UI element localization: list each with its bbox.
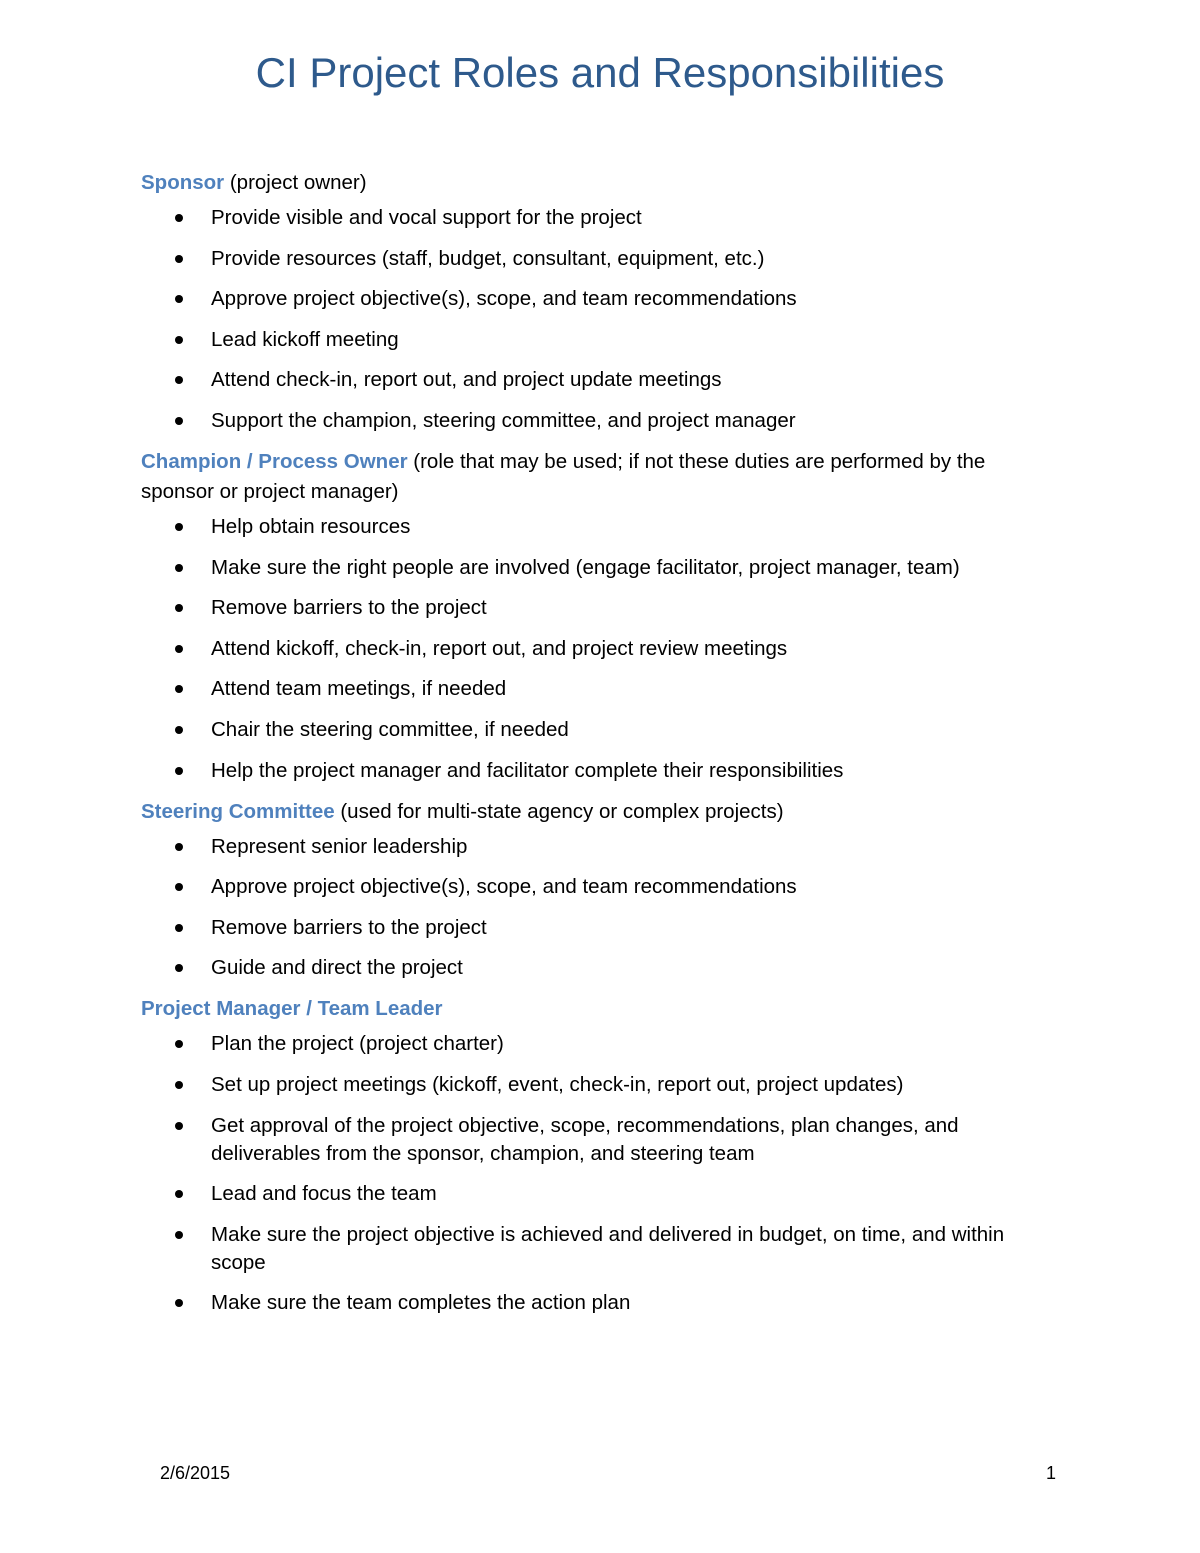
- list-item-text: Make sure the right people are involved (engage facilitator, project manager, team): [211, 555, 960, 579]
- list-item: [141, 1289, 1061, 1317]
- list-item: [141, 513, 1061, 541]
- list-item-text: Lead kickoff meeting: [211, 327, 399, 351]
- list-item: [141, 757, 1061, 785]
- list-item: [141, 675, 1061, 703]
- section-heading: [141, 168, 1061, 198]
- section-sponsor: [141, 168, 1061, 435]
- list-item: [141, 833, 1061, 861]
- list-item: [141, 245, 1061, 273]
- list-item-text: Remove barriers to the project: [211, 915, 487, 939]
- responsibility-list: [141, 1030, 1061, 1317]
- list-item: [141, 1030, 1061, 1058]
- list-item: [141, 204, 1061, 232]
- section-heading: [141, 994, 1061, 1024]
- document-body: [141, 168, 1061, 1317]
- list-item-text: Support the champion, steering committee, and project manager: [211, 408, 796, 432]
- list-item: [141, 1112, 1061, 1168]
- list-item-text: Attend check-in, report out, and project update meetings: [211, 368, 722, 392]
- list-item-text: Provide visible and vocal support for the project: [211, 206, 642, 229]
- list-item-text: Get approval of the project objective, scope, recommendations, plan changes, and deliverables from the sponsor, champion, and steering team: [211, 1113, 959, 1165]
- role-name: Champion / Process Owner: [141, 449, 408, 473]
- list-item: [141, 1221, 1061, 1277]
- section-steering-committee: [141, 797, 1061, 983]
- list-item-text: Make sure the team completes the action plan: [211, 1291, 631, 1315]
- list-item: [141, 366, 1061, 394]
- list-item-text: Set up project meetings (kickoff, event, check-in, report out, project updates): [211, 1072, 904, 1096]
- list-item-text: Guide and direct the project: [211, 956, 463, 980]
- list-item: [141, 1071, 1061, 1099]
- list-item: [141, 635, 1061, 663]
- page-title: CI Project Roles and Responsibilities: [255, 49, 945, 96]
- list-item: [141, 1180, 1061, 1208]
- list-item-text: Represent senior leadership: [211, 834, 468, 858]
- list-item-text: Help the project manager and facilitator complete their responsibilities: [211, 758, 844, 782]
- role-description: (role that may be used; if not these duties are performed by the sponsor or project manager): [141, 449, 986, 503]
- section-project-manager: [141, 994, 1061, 1317]
- section-heading: [141, 447, 1061, 507]
- role-description: (project owner): [224, 171, 367, 194]
- list-item: [141, 716, 1061, 744]
- list-item: [141, 914, 1061, 942]
- list-item-text: Approve project objective(s), scope, and team recommendations: [211, 875, 797, 899]
- footer-date: 2/6/2015: [160, 1463, 231, 1483]
- list-item: [141, 594, 1061, 622]
- section-champion: [141, 447, 1061, 785]
- list-item: [141, 954, 1061, 982]
- list-item-text: Attend team meetings, if needed: [211, 677, 507, 701]
- role-name: Steering Committee: [141, 799, 335, 823]
- footer-page-number: 1: [1046, 1463, 1057, 1483]
- list-item-text: Provide resources (staff, budget, consultant, equipment, etc.): [211, 246, 765, 270]
- list-item: [141, 554, 1061, 582]
- list-item-text: Approve project objective(s), scope, and team recommendations: [211, 287, 797, 311]
- list-item-text: Plan the project (project charter): [211, 1032, 504, 1056]
- list-item-text: Attend kickoff, check-in, report out, and project review meetings: [211, 636, 788, 660]
- list-item-text: Remove barriers to the project: [211, 596, 487, 620]
- role-name: Project Manager / Team Leader: [141, 997, 443, 1021]
- list-item: [141, 873, 1061, 901]
- responsibility-list: [141, 513, 1061, 785]
- list-item: [141, 285, 1061, 313]
- list-item: [141, 407, 1061, 435]
- responsibility-list: [141, 204, 1061, 435]
- list-item: [141, 326, 1061, 354]
- list-item-text: Lead and focus the team: [211, 1182, 437, 1206]
- list-item-text: Chair the steering committee, if needed: [211, 717, 569, 741]
- list-item-text: Help obtain resources: [211, 514, 411, 538]
- role-description: (used for multi-state agency or complex projects): [334, 799, 784, 823]
- section-heading: [141, 797, 1061, 827]
- role-name: Sponsor: [141, 171, 225, 194]
- responsibility-list: [141, 833, 1061, 983]
- list-item-text: Make sure the project objective is achieved and delivered in budget, on time, and within scope: [211, 1222, 1005, 1274]
